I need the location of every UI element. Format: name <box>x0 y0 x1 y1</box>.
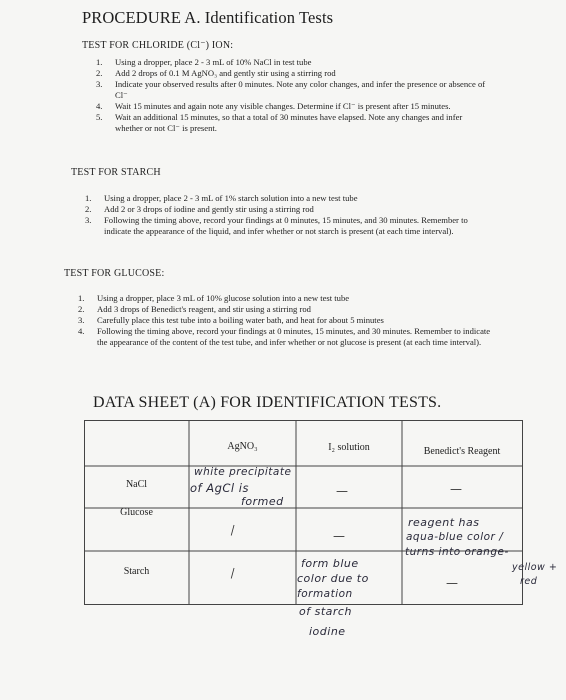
row-label-glucose: Glucose <box>120 507 153 518</box>
handwriting-line: formed <box>241 495 284 508</box>
header-agno3: AgNO₃ <box>227 441 258 452</box>
handwriting-line: turns into orange- <box>405 546 509 558</box>
glucose-heading: TEST FOR GLUCOSE: <box>64 268 165 279</box>
row-label-nacl: NaCl <box>125 479 148 490</box>
list-item: 3. Carefully place this test tube into a boiling water bath, and heat for about 5 minutes <box>78 315 384 326</box>
starch-steps <box>85 193 485 237</box>
list-item: 1. Using a dropper, place 2 - 3 mL of 1% starch solution into a new test tube <box>85 193 358 203</box>
list-item: 2. Add 2 or 3 drops of iodine and gently stir using a stirring rod <box>85 204 314 215</box>
list-item: 2. Add 2 drops of 0.1 M AgNO₃ and gently stir using a stirring rod <box>96 68 336 79</box>
list-item: 5. Wait an additional 15 minutes, so that a total of 30 minutes have elapsed. Note any changes and infer whether or not Cl⁻ is present. <box>96 111 463 133</box>
dash-glucose-agno3: — <box>223 522 241 538</box>
header-benedict: Benedict's Reagent <box>423 446 501 457</box>
list-item: 2. Add 3 drops of Benedict's reagent, and stir using a stirring rod <box>78 304 311 315</box>
handwriting-line: red <box>520 576 538 587</box>
handwriting-line: white precipitate <box>194 466 292 478</box>
handwriting-line: of starch <box>299 605 352 618</box>
datasheet-title: DATA SHEET (A) FOR IDENTIFICATION TESTS. <box>93 394 442 411</box>
dash-starch-agno3: — <box>223 565 241 581</box>
dash-glucose-iodine: — <box>333 529 345 543</box>
dash-nacl-benedict: — <box>450 482 462 496</box>
dash-nacl-iodine: — <box>336 484 348 498</box>
handwriting-line: color due to <box>297 572 369 585</box>
list-item: 1. Using a dropper, place 3 mL of 10% glucose solution into a new test tube <box>78 293 350 303</box>
starch-heading: TEST FOR STARCH <box>71 167 161 178</box>
list-item: 4. Wait 15 minutes and again note any visible changes. Determine if Cl⁻ is present after 15 minutes. <box>96 100 451 111</box>
handwriting-line: of AgCl is <box>190 481 249 495</box>
handwriting-line: iodine <box>309 625 346 638</box>
handwriting-line: aqua-blue color / <box>406 531 504 543</box>
page-title: PROCEDURE A. Identification Tests <box>82 8 334 27</box>
handwriting-line: reagent has <box>408 516 480 529</box>
chloride-steps <box>96 57 491 134</box>
list-item: 3. Following the timing above, record your findings at 0 minutes, 15 minutes, and 30 minutes. Remember to indicate the appearance of the liquid, and infer whether or not starch is present (at each time interval). <box>85 215 468 236</box>
handwriting-line: form blue <box>301 557 359 570</box>
list-item: 1. Using a dropper, place 2 - 3 mL of 10% NaCl in test tube <box>96 57 312 67</box>
row-label-starch: Starch <box>123 566 150 577</box>
handwriting-line: yellow + <box>512 562 558 573</box>
list-item: 3. Indicate your observed results after 0 minutes. Note any color changes, and infer the presence or absence of Cl⁻ <box>96 79 486 100</box>
dash-starch-benedict: — <box>446 576 458 590</box>
chloride-heading: TEST FOR CHLORIDE (Cl⁻) ION: <box>82 40 234 51</box>
header-iodine: I₂ solution <box>328 442 370 453</box>
handwriting-line: formation <box>297 588 353 600</box>
list-item: 4. Following the timing above, record your findings at 0 minutes, 15 minutes, and 30 minutes. Remember to indicate the appearance of the content of the test tube, and infer whether or not glucose is present (at each time interval). <box>78 326 491 347</box>
glucose-steps <box>78 293 496 348</box>
